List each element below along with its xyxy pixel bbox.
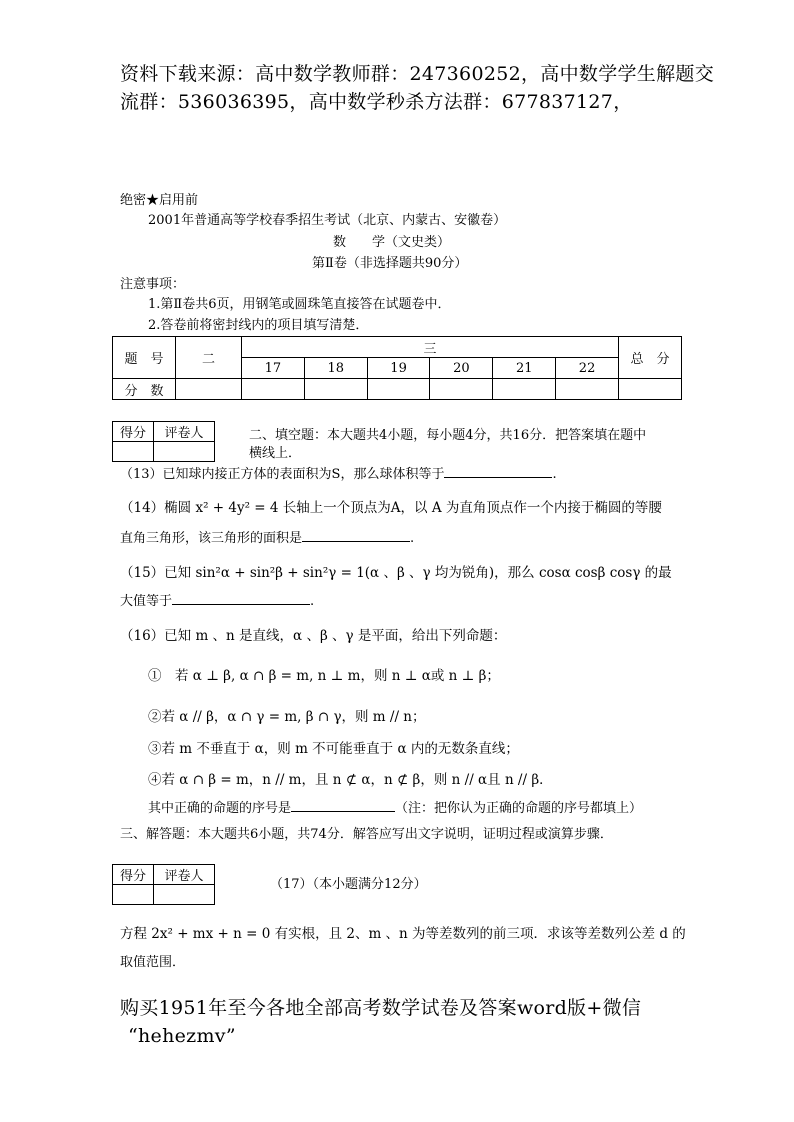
- grader-box-grader-label: 评卷人: [154, 865, 215, 885]
- grader-name-cell[interactable]: [154, 885, 215, 905]
- score-table-sub-col: 17: [242, 358, 305, 379]
- part3-intro: 三、解答题：本大题共6小题，共74分．解答应写出文字说明，证明过程或演算步骤．: [120, 827, 613, 842]
- answer-blank-13[interactable]: [444, 477, 552, 478]
- footer-ad-line-1: 购买1951年至今各地全部高考数学试卷及答案word版+微信: [120, 997, 642, 1019]
- question-15-text: 大值等于: [120, 594, 173, 609]
- question-16-proposition-1: ① 若 α ⊥ β, α ∩ β = m, n ⊥ m，则 n ⊥ α或 n ⊥ β；: [148, 668, 500, 684]
- score-table-header-label: 题 号: [113, 337, 176, 379]
- header-ad: [120, 60, 720, 116]
- header-ad-line-2: 流群：536036395，高中数学秒杀方法群：677837127，: [120, 91, 633, 113]
- score-table-total: 总 分: [619, 337, 682, 379]
- grader-box-grader-label: 评卷人: [154, 422, 215, 442]
- part2-intro: [249, 427, 709, 463]
- question-15-line-2: 大值等于 .: [120, 594, 315, 609]
- answer-blank-16[interactable]: [291, 811, 395, 812]
- score-cell[interactable]: [304, 379, 367, 400]
- footer-ad: [120, 994, 720, 1050]
- question-13: （13）已知球内接正方体的表面积为S，那么球体积等于 .: [120, 467, 557, 482]
- score-table-col-3: 三: [242, 337, 619, 358]
- question-16-proposition-2: ②若 α // β，α ∩ γ = m, β ∩ γ，则 m // n；: [148, 709, 426, 725]
- answer-blank-14[interactable]: [302, 541, 410, 542]
- score-cell[interactable]: [619, 379, 682, 400]
- question-16-answer-prefix: 其中正确的命题的序号是: [148, 801, 292, 816]
- grader-box-score-label: 得分: [113, 422, 154, 442]
- question-15-line-1: （15）已知 sin²α + sin²β + sin²γ = 1(α 、β 、γ 均为锐角)，那么 cosα cosβ cosγ 的最: [120, 565, 672, 581]
- part2-intro-line-1: 二、填空题：本大题共4小题，每小题4分，共16分．把答案填在题中: [249, 428, 647, 443]
- notes-item-2: 2.答卷前将密封线内的项目填写清楚．: [148, 318, 369, 333]
- exam-subject: 数 学（文史类）: [333, 235, 451, 250]
- score-table-sub-col: 22: [556, 358, 619, 379]
- part2-intro-line-2: 横线上．: [249, 446, 302, 461]
- score-cell[interactable]: [430, 379, 493, 400]
- question-16-proposition-3: ③若 m 不垂直于 α，则 m 不可能垂直于 α 内的无数条直线；: [148, 741, 519, 757]
- grader-score-cell[interactable]: [113, 442, 154, 462]
- notes-item-1: 1.第Ⅱ卷共6页，用钢笔或圆珠笔直接答在试题卷中．: [148, 297, 451, 312]
- question-14-line-1: （14）椭圆 x² + 4y² = 4 长轴上一个顶点为A，以 A 为直角顶点作一个内接于椭圆的等腰: [120, 500, 662, 516]
- question-16-answer-note: （注：把你认为正确的命题的序号都填上）: [395, 801, 643, 816]
- score-table-sub-col: 21: [493, 358, 556, 379]
- question-16-answer: [148, 800, 642, 818]
- notes-heading: 注意事项：: [120, 277, 186, 292]
- question-14-text: 直角三角形，该三角形的面积是: [120, 531, 303, 546]
- grader-box-score-label: 得分: [113, 865, 154, 885]
- question-17-header: （17）（本小题满分12分）: [270, 877, 427, 892]
- secret-mark: 绝密★启用前: [120, 193, 199, 208]
- grader-box-part2: [112, 421, 215, 462]
- question-13-text: （13）已知球内接正方体的表面积为S，那么球体积等于: [120, 467, 445, 482]
- answer-blank-15[interactable]: [172, 604, 310, 605]
- grader-box-q17: [112, 864, 215, 905]
- question-17-line-2: 取值范围．: [120, 955, 186, 970]
- score-cell[interactable]: [242, 379, 305, 400]
- score-cell[interactable]: [176, 379, 242, 400]
- footer-ad-line-2: “hehezmv”: [128, 1025, 236, 1047]
- score-table-sub-col: 19: [367, 358, 430, 379]
- score-table: [112, 336, 682, 400]
- score-table-sub-col: 20: [430, 358, 493, 379]
- question-17-line-1: 方程 2x² + mx + n = 0 有实根，且 2、m 、n 为等差数列的前三项．求该等差数列公差 d 的: [120, 926, 686, 942]
- score-table-score-label: 分 数: [113, 379, 176, 400]
- score-table-sub-col: 18: [304, 358, 367, 379]
- grader-score-cell[interactable]: [113, 885, 154, 905]
- question-16-proposition-4: ④若 α ∩ β = m，n // m，且 n ⊄ α，n ⊄ β，则 n // α且 n // β．: [148, 772, 553, 788]
- exam-title: 2001年普通高等学校春季招生考试（北京、内蒙古、安徽卷）: [148, 213, 507, 228]
- header-ad-line-1: 资料下载来源：高中数学教师群：247360252，高中数学学生解题交: [120, 63, 714, 85]
- question-16: （16）已知 m 、n 是直线，α 、β 、γ 是平面，给出下列命题：: [120, 628, 507, 644]
- score-cell[interactable]: [493, 379, 556, 400]
- score-cell[interactable]: [556, 379, 619, 400]
- question-14-line-2: 直角三角形，该三角形的面积是 .: [120, 531, 415, 546]
- score-table-col-2: 二: [176, 337, 242, 379]
- score-cell[interactable]: [367, 379, 430, 400]
- grader-name-cell[interactable]: [154, 442, 215, 462]
- exam-volume: 第Ⅱ卷（非选择题共90分）: [312, 256, 468, 271]
